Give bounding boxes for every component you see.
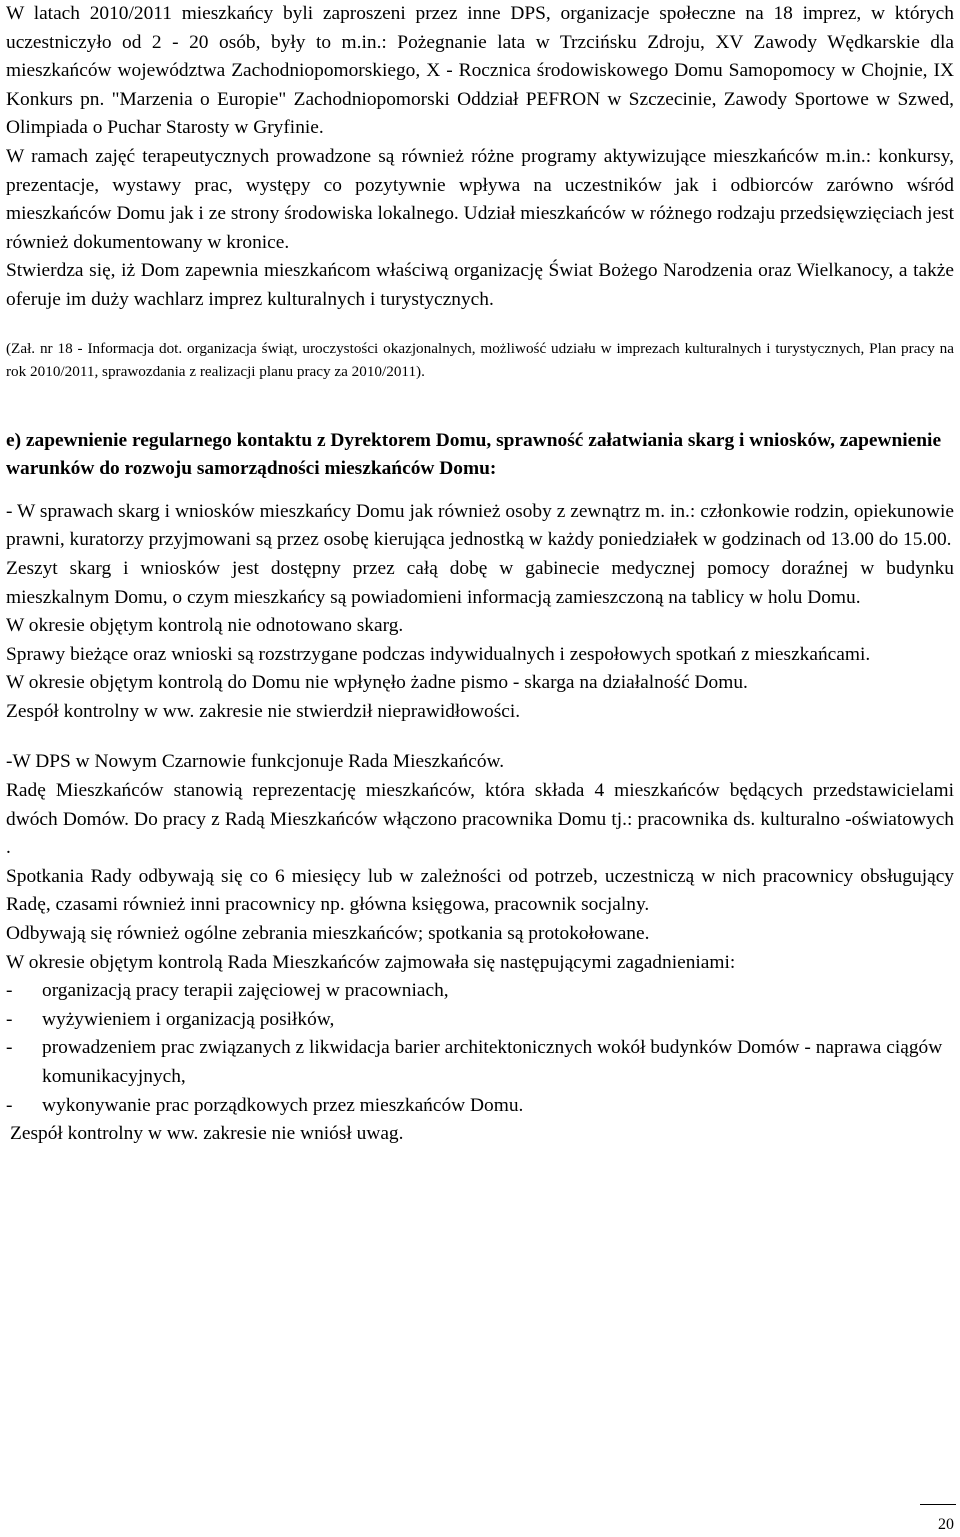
paragraph: W okresie objętym kontrolą do Domu nie wpłynęło żadne pismo - skarga na działalność Domu. <box>6 672 748 694</box>
paragraph: W latach 2010/2011 mieszkańcy byli zaproszeni przez inne DPS, organizacje społeczne na 18 imprez, w których uczestniczyło od 2 - 20 osób, były to m.in.: Pożegnanie lata w Trzcińsku Zdroju, XV Zawody Wędkarskie dla mieszkańców województwa Zachodniopomorskiego, X - Rocznica środowiskowego Domu Samopomocy w Chojnie, IX Konkurs pn. "Marzenia o Europie" Zachodniopomorski Oddział PEFRON w Szczecinie, Zawody Sportowe w Szwed, Olimpiada o Puchar Starosty w Gryfinie. <box>6 3 954 139</box>
list-dash: - <box>6 1008 13 1030</box>
closing-statement: Zespół kontrolny w ww. zakresie nie wniósł uwag. <box>10 1123 404 1145</box>
spacer <box>6 484 954 498</box>
paragraph: W okresie objętym kontrolą nie odnotowano skarg. <box>6 615 404 637</box>
list-item-text: wyżywieniem i organizacją posiłków, <box>42 1008 335 1030</box>
paragraph: Odbywają się również ogólne zebrania mieszkańców; spotkania są protokołowane. <box>6 923 650 945</box>
attachment-note: (Zał. nr 18 - Informacja dot. organizacja świąt, uroczystości okazjonalnych, możliwość udziału w imprezach kulturalnych i turystycznych, Plan pracy na rok 2010/2011, sprawozdania z realizacji planu pracy za 2010/2011). <box>6 339 954 380</box>
footer-rule <box>920 1504 956 1505</box>
list-dash: - <box>6 980 13 1002</box>
list-item-text: prowadzeniem prac związanych z likwidacja barier architektonicznych wokół budynków Domów - naprawa ciągów komunikacyjnych, <box>42 1037 943 1087</box>
paragraph: W ramach zajęć terapeutycznych prowadzone są również różne programy aktywizujące mieszkańców m.in.: konkursy, prezentacje, wystawy prac, występy co pozytywnie wpływa na uczestników jak i odbiorców zarówno wśród mieszkańców Domu jak i ze strony środowiska lokalnego. Udział mieszkańców w różnego rodzaju przedsięwzięciach jest również dokumentowany w kronice. <box>6 145 954 253</box>
paragraph: -W DPS w Nowym Czarnowie funkcjonuje Rada Mieszkańców. <box>6 751 505 773</box>
page-number: 20 <box>938 1516 954 1533</box>
paragraph: Zespół kontrolny w ww. zakresie nie stwierdził nieprawidłowości. <box>6 700 521 722</box>
list-item-text: organizacją pracy terapii zajęciowej w pracowniach, <box>42 980 449 1002</box>
paragraph: W okresie objętym kontrolą Rada Mieszkańców zajmowała się następującymi zagadnieniami: <box>6 951 736 973</box>
paragraph: - W sprawach skarg i wniosków mieszkańcy Domu jak również osoby z zewnątrz m. in.: członkowie rodzin, opiekunowie prawni, kuratorzy przyjmowani są przez osobę kierująca jednostką w każdy poniedziałek w godzinach od 13.00 do 15.00. <box>6 500 954 551</box>
list-dash: - <box>6 1094 13 1116</box>
paragraph: Stwierdza się, iż Dom zapewnia mieszkańcom właściwą organizację Świat Bożego Narodzenia oraz Wielkanocy, a także oferuje im duży wachlarz imprez kulturalnych i turystycznych. <box>6 260 954 310</box>
list-item <box>6 977 954 1006</box>
document-page <box>6 0 954 1149</box>
section-heading: e) zapewnienie regularnego kontaktu z Dyrektorem Domu, sprawność załatwiania skarg i wniosków, zapewnienie warunków do rozwoju samorządności mieszkańców Domu: <box>6 429 942 480</box>
list-item <box>6 1006 954 1035</box>
list-item <box>6 1034 954 1091</box>
spacer <box>6 726 954 748</box>
paragraph: Spotkania Rady odbywają się co 6 miesięcy lub w zależności od potrzeb, uczestniczą w nich pracownicy obsługujący Radę, czasami również inni pracownicy np. główna księgowa, pracownik socjalny. <box>6 865 954 916</box>
paragraph: Radę Mieszkańców stanowią reprezentację mieszkańców, która składa 4 mieszkańców będących przedstawicielami dwóch Domów. Do pracy z Radą Mieszkańców włączono pracownika Domu tj.: pracownika ds. kulturalno -oświatowych . <box>6 780 954 859</box>
list-item-text: wykonywanie prac porządkowych przez mieszkańców Domu. <box>42 1094 524 1116</box>
spacer <box>6 383 954 427</box>
list-item <box>6 1092 954 1121</box>
paragraph: Zeszyt skarg i wniosków jest dostępny przez całą dobę w gabinecie medycznej pomocy doraźnej w budynku mieszkalnym Domu, o czym mieszkańcy są powiadomieni informacją zamieszczoną na tablicy w holu Domu. <box>6 557 954 608</box>
list-dash: - <box>6 1037 13 1059</box>
paragraph: Sprawy bieżące oraz wnioski są rozstrzygane podczas indywidualnych i zespołowych spotkań z mieszkańcami. <box>6 643 871 665</box>
spacer <box>6 315 954 337</box>
topics-list <box>6 977 954 1120</box>
